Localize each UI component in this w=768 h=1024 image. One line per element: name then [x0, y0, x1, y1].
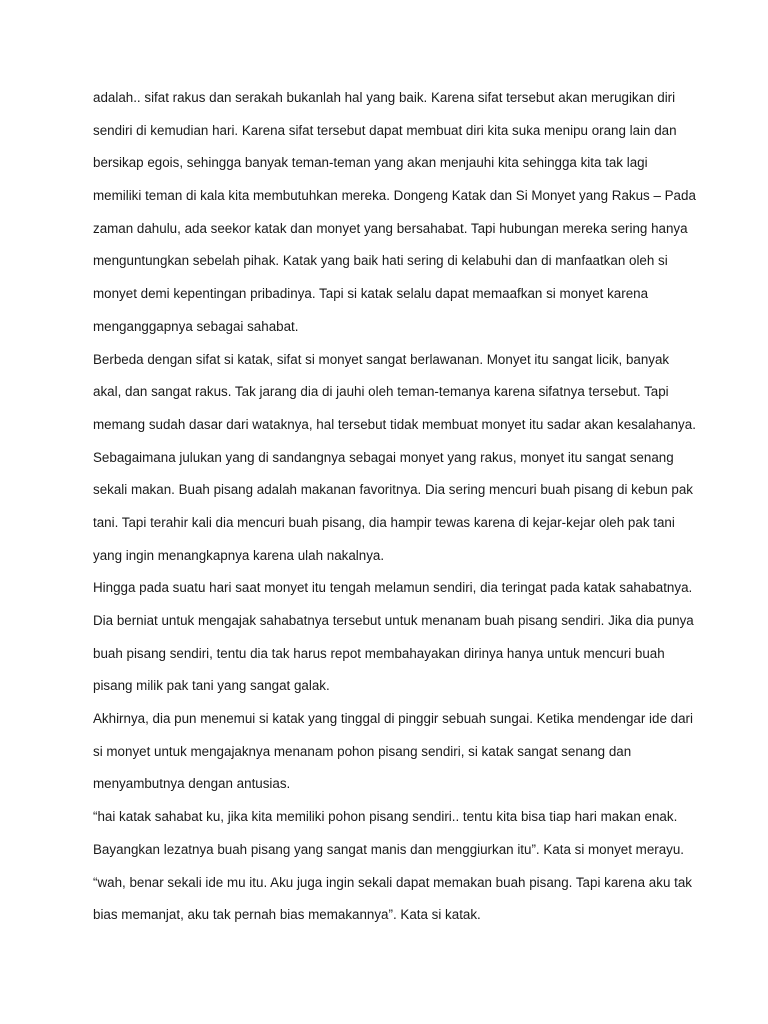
text-line: “wah, benar sekali ide mu itu. Aku juga ingin sekali dapat memakan buah pisang. Tapi karena aku tak	[93, 874, 692, 890]
paragraph-6	[93, 867, 692, 932]
text-line: sekali makan. Buah pisang adalah makanan favoritnya. Dia sering mencuri buah pisang di kebun pak	[93, 482, 693, 498]
text-line: si monyet untuk mengajaknya menanam pohon pisang sendiri, si katak sangat senang dan	[93, 743, 632, 759]
text-line: sendiri di kemudian hari. Karena sifat tersebut dapat membuat diri kita suka menipu orang lain dan	[93, 122, 677, 138]
text-line: bias memanjat, aku tak pernah bias memakannya”. Kata si katak.	[93, 907, 481, 923]
text-line: monyet demi kepentingan pribadinya. Tapi si katak selalu dapat memaafkan si monyet karena	[93, 286, 649, 302]
text-line: memang sudah dasar dari wataknya, hal tersebut tidak membuat monyet itu sadar akan kesalahanya.	[93, 416, 696, 432]
paragraph-2	[93, 344, 696, 573]
paragraph-4	[93, 703, 693, 801]
text-line: adalah.. sifat rakus dan serakah bukanlah hal yang baik. Karena sifat tersebut akan merugikan diri	[93, 90, 676, 105]
text-line: Dia berniat untuk mengajak sahabatnya tersebut untuk menanam buah pisang sendiri. Jika dia punya	[93, 613, 694, 628]
text-line: yang ingin menangkapnya karena ulah nakalnya.	[93, 547, 385, 563]
text-line: tani. Tapi terahir kali dia mencuri buah pisang, dia hampir tewas karena di kejar-kejar oleh pak tani	[93, 514, 675, 530]
text-line: memiliki teman di kala kita membutuhkan mereka. Dongeng Katak dan Si Monyet yang Rakus – Pada	[93, 188, 696, 204]
text-line: bersikap egois, sehingga banyak teman-teman yang akan menjauhi kita sehingga kita tak lagi	[93, 155, 648, 171]
paragraph-5	[93, 801, 683, 866]
text-line: zaman dahulu, ada seekor katak dan monyet yang bersahabat. Tapi hubungan mereka sering hanya	[93, 220, 688, 236]
text-line: menyambutnya dengan antusias.	[93, 776, 291, 792]
paragraph-1	[93, 82, 696, 344]
text-line: akal, dan sangat rakus. Tak jarang dia di jauhi oleh teman-temanya karena sifatnya tersebut. Tapi	[93, 384, 669, 400]
text-line: buah pisang sendiri, tentu dia tak harus repot membahayakan dirinya hanya untuk mencuri buah	[93, 645, 665, 661]
text-line: Hingga pada suatu hari saat monyet itu tengah melamun sendiri, dia teringat pada katak sahabatnya.	[93, 580, 693, 596]
text-line: pisang milik pak tani yang sangat galak.	[93, 678, 330, 694]
text-line: menganggapnya sebagai sahabat.	[93, 318, 299, 334]
text-line: Sebagaimana julukan yang di sandangnya sebagai monyet yang rakus, monyet itu sangat senang	[93, 449, 674, 465]
text-line: menguntungkan sebelah pihak. Katak yang baik hati sering di kelabuhi dan di manfaatkan oleh si	[93, 253, 668, 269]
document-body	[93, 82, 696, 932]
text-line: Berbeda dengan sifat si katak, sifat si monyet sangat berlawanan. Monyet itu sangat licik, banyak	[93, 351, 670, 367]
text-line: “hai katak sahabat ku, jika kita memiliki pohon pisang sendiri.. tentu kita bisa tiap hari makan enak.	[93, 809, 678, 825]
text-line: Bayangkan lezatnya buah pisang yang sangat manis dan menggiurkan itu”. Kata si monyet merayu.	[93, 841, 685, 857]
text-line: Akhirnya, dia pun menemui si katak yang tinggal di pinggir sebuah sungai. Ketika mendengar ide dari	[93, 711, 693, 727]
paragraph-3	[93, 572, 694, 703]
